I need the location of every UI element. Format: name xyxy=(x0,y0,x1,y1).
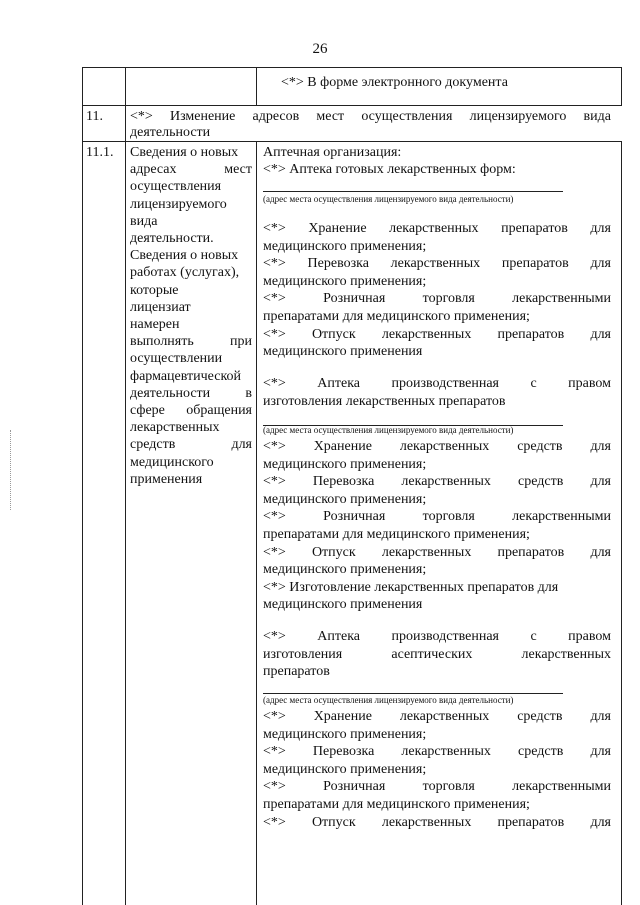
description-line: вида xyxy=(130,213,158,229)
row11-number: 11. xyxy=(86,109,103,124)
block2-line: медицинского применения; xyxy=(263,491,427,507)
aseptic-line: препаратов xyxy=(263,664,330,680)
description-line: которые xyxy=(130,282,179,298)
row11-text-line1: <*> Изменение адресов мест осуществления лицензируемого вида xyxy=(130,109,611,124)
block2-line: <*> Хранение лекарственных средств для xyxy=(263,439,611,454)
block1-line: медицинского применения; xyxy=(263,238,427,254)
block1-line: препаратами для медицинского применения; xyxy=(263,309,530,324)
description-line: применения xyxy=(130,471,203,487)
block3-line: <*> Хранение лекарственных средств для xyxy=(263,709,611,724)
block1-line: медицинского применения; xyxy=(263,273,427,289)
address-caption-2: (адрес места осуществления лицензируемого вида деятельности) xyxy=(263,425,514,435)
description-line: лицензиат xyxy=(130,299,191,315)
row11-text-line2: деятельности xyxy=(130,125,211,140)
description-line: деятельности. xyxy=(130,231,214,246)
col-divider-1 xyxy=(125,68,126,905)
block3-line: <*> Перевозка лекарственных средств для xyxy=(263,744,611,760)
block2-line: <*> Розничная торговля лекарственными xyxy=(263,509,611,525)
description-line: Сведения о новых xyxy=(130,145,239,160)
block2-line: медицинского применения; xyxy=(263,456,427,472)
description-line: сфере обращения xyxy=(130,403,252,418)
block2-line: <*> Перевозка лекарственных средств для xyxy=(263,474,611,490)
block2-line: препаратами для медицинского применения; xyxy=(263,527,530,542)
description-line: деятельности в xyxy=(130,385,252,401)
address-caption-3: (адрес места осуществления лицензируемого вида деятельности) xyxy=(263,695,514,705)
col-divider-2 xyxy=(256,68,257,905)
ready-forms-pharmacy: <*> Аптека готовых лекарственных форм: xyxy=(263,162,516,177)
electronic-document-option: <*> В форме электронного документа xyxy=(281,75,508,90)
production-line: изготовления лекарственных препаратов xyxy=(263,393,506,409)
form-table xyxy=(82,67,622,905)
address-line-3 xyxy=(263,693,563,694)
block3-line: препаратами для медицинского применения; xyxy=(263,797,530,812)
block1-line: <*> Перевозка лекарственных препаратов для xyxy=(263,256,611,272)
description-line: фармацевтической xyxy=(130,368,242,384)
org-heading: Аптечная организация: xyxy=(263,145,402,160)
description-line: намерен xyxy=(130,317,180,332)
description-line: осуществлении xyxy=(130,351,223,367)
row-divider-2 xyxy=(83,141,621,142)
scan-edge-mark xyxy=(10,430,13,510)
description-line: осуществления xyxy=(130,179,222,195)
block2-line: <*> Изготовление лекарственных препаратов для xyxy=(263,579,559,595)
block3-line: <*> Отпуск лекарственных препаратов для xyxy=(263,814,611,830)
description-line: выполнять при xyxy=(130,334,252,350)
description-line: средств для xyxy=(130,437,252,453)
block3-line: <*> Розничная торговля лекарственными xyxy=(263,779,611,795)
block3-line: медицинского применения; xyxy=(263,726,427,742)
block3-line: медицинского применения; xyxy=(263,761,427,777)
block2-line: медицинского применения xyxy=(263,597,423,613)
block2-line: <*> Отпуск лекарственных препаратов для xyxy=(263,544,611,560)
description-line: работах (услугах), xyxy=(130,265,240,281)
page-number: 26 xyxy=(312,41,328,57)
row11-1-number: 11.1. xyxy=(86,145,114,160)
address-line-1 xyxy=(263,191,563,192)
description-line: лицензируемого xyxy=(130,196,227,212)
aseptic-line: изготовления асептических лекарственных xyxy=(263,646,611,662)
aseptic-line: <*> Аптека производственная с правом xyxy=(263,629,611,644)
description-line: адресах мест xyxy=(130,162,252,178)
production-line: <*> Аптека производственная с правом xyxy=(263,376,611,391)
block1-line: медицинского применения xyxy=(263,344,423,360)
description-line: Сведения о новых xyxy=(130,248,239,264)
description-line: лекарственных xyxy=(130,420,220,436)
block1-line: <*> Розничная торговля лекарственными xyxy=(263,291,611,307)
block2-line: медицинского применения; xyxy=(263,562,427,578)
block1-line: <*> Хранение лекарственных препаратов для xyxy=(263,221,611,236)
description-line: медицинского xyxy=(130,454,214,470)
block1-line: <*> Отпуск лекарственных препаратов для xyxy=(263,326,611,342)
address-caption-1: (адрес места осуществления лицензируемого вида деятельности) xyxy=(263,194,514,204)
